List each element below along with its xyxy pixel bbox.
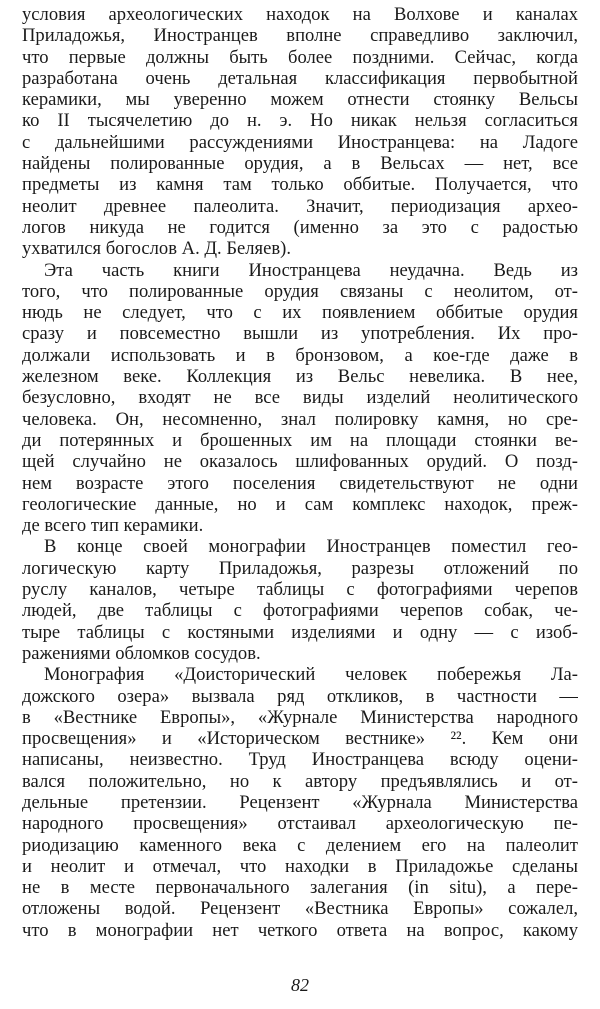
text-line: безусловно, входят не все виды изделий неолитического [22, 387, 578, 409]
text-line: руслу каналов, четыре таблицы с фотографиями черепов [22, 579, 578, 601]
text-line: дельные претензии. Рецензент «Журнала Министерства [22, 791, 578, 813]
text-line: с дальнейшими рассуждениями Иностранцева: на Ладоге [22, 131, 578, 153]
text-line: геологические данные, но и сам комплекс находок, преж- [22, 493, 578, 515]
text-line: ко II тысячелетию до н. э. Но никак нельзя согласиться [22, 110, 578, 132]
text-line: что в монографии нет четкого ответа на вопрос, какому [22, 919, 578, 941]
text-line: предметы из камня там только оббитые. Получается, что [22, 174, 578, 196]
text-line: ди потерянных и брошенных им на площади стоянки ве- [22, 429, 578, 451]
text-line: дожского озера» вызвала ряд откликов, в частности — [22, 685, 578, 707]
paragraph [22, 664, 578, 941]
text-line: и неолит и отмечал, что находки в Приладожье сделаны [22, 855, 578, 877]
text-line: риодизацию каменного века с делением его на палеолит [22, 834, 578, 856]
text-line: людей, две таблицы с фотографиями черепов собак, че- [22, 600, 578, 622]
paragraph [22, 536, 578, 664]
text-line: сразу и повсеместно вышли из употребления. Их про- [22, 323, 578, 345]
paragraph [22, 260, 578, 537]
text-line: щей случайно не оказалось шлифованных орудий. О позд- [22, 451, 578, 473]
text-line: керамики, мы уверенно можем отнести стоянку Вельсы [22, 89, 578, 111]
text-line: ражениями обломков сосудов. [22, 642, 261, 664]
text-line: Эта часть книги Иностранцева неудачна. Ведь из [44, 259, 578, 281]
text-line: того, что полированные орудия связаны с неолитом, от- [22, 280, 578, 302]
text-line: неолит древнее палеолита. Значит, периодизация архео- [22, 195, 578, 217]
text-line: разработана очень детальная классификация первобытной [22, 67, 578, 89]
text-line: что первые должны быть более поздними. Сейчас, когда [22, 46, 578, 68]
text-line: Монография «Доисторический человек побережья Ла- [44, 664, 578, 686]
text-line: тыре таблицы с костяными изделиями и одну — с изоб- [22, 621, 578, 643]
text-line: должали использовать и в бронзовом, а кое-где даже в [22, 344, 578, 366]
page-number: 82 [291, 975, 309, 995]
text-line: найдены полированные орудия, а в Вельсах — нет, все [22, 153, 578, 175]
text-line: железном веке. Коллекция из Вельс невелика. В нее, [22, 366, 578, 388]
text-line: В конце своей монографии Иностранцев поместил гео- [44, 536, 578, 558]
text-line: Приладожья, Иностранцев вполне справедливо заключил, [22, 25, 578, 47]
text-line: нем возрасте этого поселения свидетельствуют не одни [22, 472, 578, 494]
text-line: де всего тип керамики. [22, 515, 204, 537]
text-line: не в месте первоначального залегания (in situ), а пере- [22, 877, 578, 899]
text-line: в «Вестнике Европы», «Журнале Министерства народного [22, 706, 578, 728]
text-line: логов никуда не годится (именно за это с радостью [22, 216, 578, 238]
text-line: вался положительно, но к автору предъявлялись и от- [22, 770, 578, 792]
text-line: нюдь не следует, что с их появлением оббитые орудия [22, 302, 578, 324]
text-line: отложены водой. Рецензент «Вестника Европы» сожалел, [22, 898, 578, 920]
text-line: ухватился богослов А. Д. Беляев). [22, 238, 291, 260]
text-line: человека. Он, несомненно, знал полировку камня, но сре- [22, 408, 578, 430]
text-line: просвещения» и «Историческом вестнике» ²². Кем они [22, 728, 578, 750]
text-line: написаны, неизвестно. Труд Иностранцева всюду оцени- [22, 749, 578, 771]
text-line: логическую карту Приладожья, разрезы отложений по [22, 557, 578, 579]
text-line: условия археологических находок на Волхове и каналах [22, 4, 578, 25]
page-text [22, 4, 578, 941]
paragraph [22, 4, 578, 260]
text-line: народного просвещения» отстаивал археологическую пе- [22, 813, 578, 835]
